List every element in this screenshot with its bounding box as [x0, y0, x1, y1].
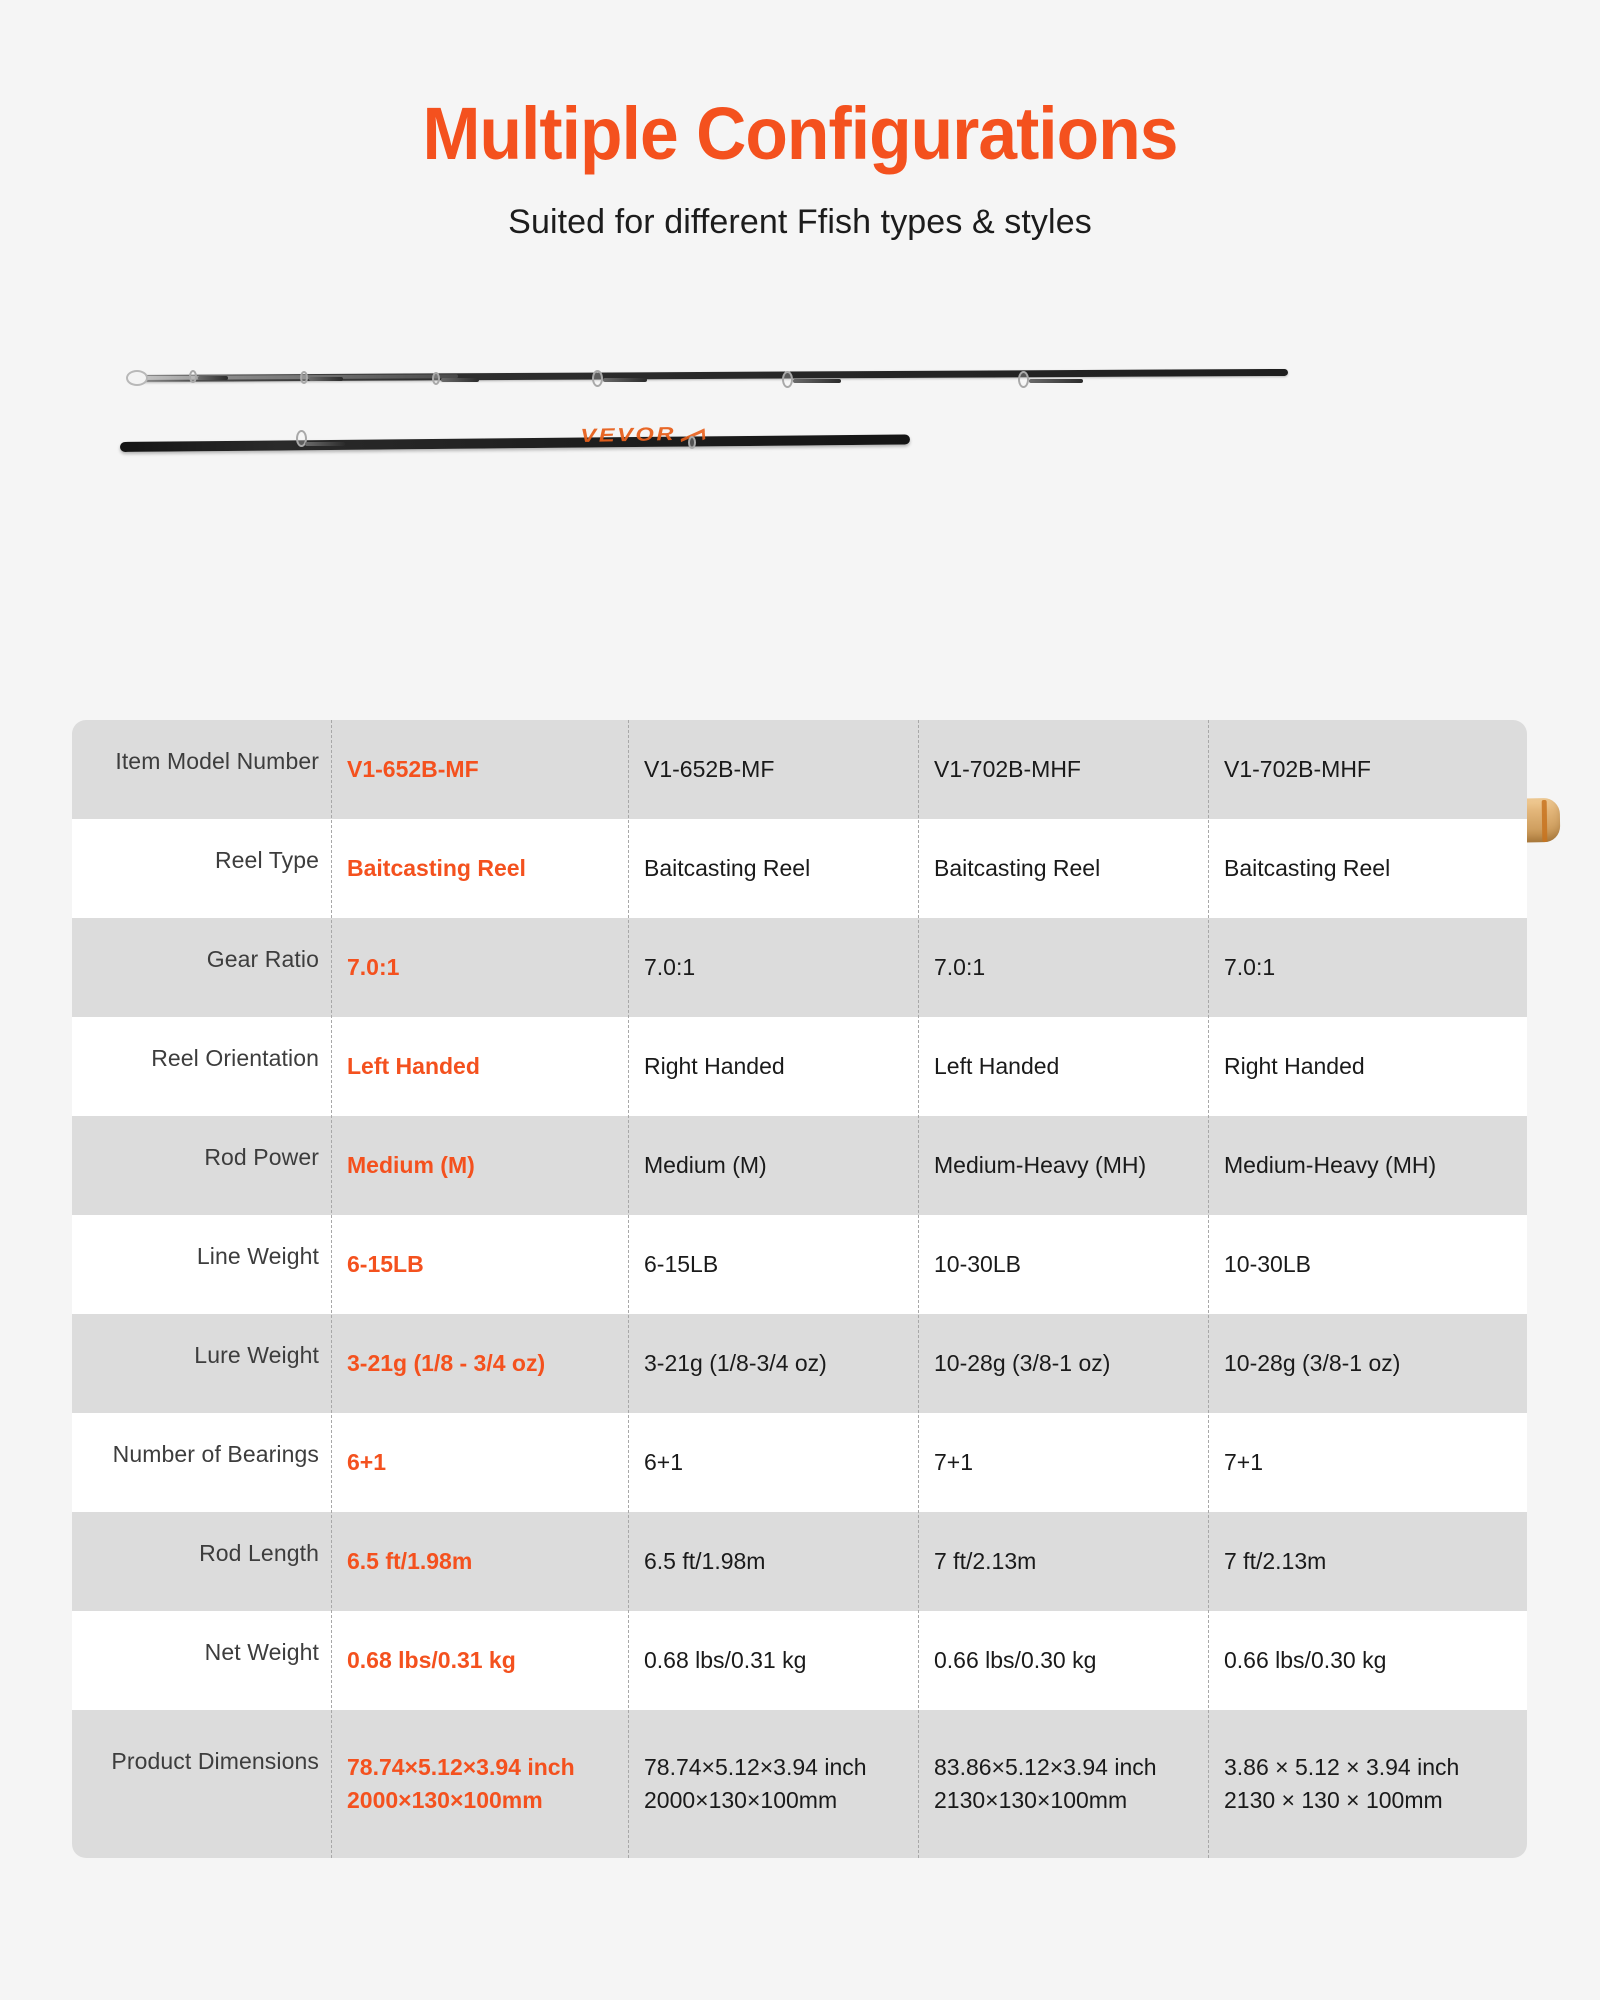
cell-value: 6+1	[644, 1448, 684, 1475]
brand-logo: VEVOR	[580, 423, 677, 447]
cell-value: 0.68 lbs/0.31 kg	[644, 1646, 807, 1673]
row-label: Gear Ratio	[206, 946, 319, 972]
cell-value-line1: 78.74×5.12×3.94 inch	[644, 1753, 867, 1780]
cell-value: 7.0:1	[347, 953, 400, 980]
cell-value: Medium-Heavy (MH)	[934, 1151, 1147, 1178]
cell-value-line2: 2130×130×100mm	[934, 1787, 1128, 1813]
table-row	[72, 918, 1527, 1017]
table-row	[72, 1116, 1527, 1215]
cell-value	[628, 1751, 918, 1818]
cell-value: Right Handed	[644, 1052, 785, 1079]
cell-value: Right Handed	[1224, 1052, 1365, 1079]
cell-value	[331, 1751, 628, 1818]
row-label: Rod Power	[204, 1144, 319, 1170]
row-label: Line Weight	[196, 1243, 319, 1269]
row-label: Reel Type	[214, 847, 319, 873]
line-guide-icon	[782, 371, 793, 388]
row-label: Number of Bearings	[112, 1441, 319, 1467]
line-guide-icon	[189, 370, 197, 383]
table-row	[72, 819, 1527, 918]
cell-value: 6-15LB	[347, 1250, 424, 1277]
cell-value: Medium (M)	[347, 1151, 475, 1178]
table-row	[72, 1314, 1527, 1413]
cell-value: 6+1	[347, 1448, 387, 1475]
cell-value: 10-30LB	[934, 1250, 1021, 1277]
cell-value: 0.66 lbs/0.30 kg	[934, 1646, 1097, 1673]
cell-value-line1: 78.74×5.12×3.94 inch	[347, 1753, 575, 1780]
cell-value: Left Handed	[347, 1052, 480, 1079]
cell-value: 3-21g (1/8 - 3/4 oz)	[347, 1349, 546, 1376]
line-guide-foot	[198, 376, 228, 380]
cell-value	[1208, 1751, 1527, 1818]
cell-value: 7+1	[934, 1448, 974, 1475]
row-label: Rod Length	[199, 1540, 319, 1566]
cell-value: 7+1	[1224, 1448, 1264, 1475]
cell-value-line2: 2000×130×100mm	[644, 1787, 838, 1813]
line-guide-icon	[432, 372, 440, 385]
cell-value: 10-30LB	[1224, 1250, 1311, 1277]
line-guide-icon	[592, 370, 603, 387]
cell-value-line1: 3.86 × 5.12 × 3.94 inch	[1224, 1753, 1460, 1780]
cell-value: 6.5 ft/1.98m	[644, 1547, 766, 1574]
row-label: Lure Weight	[194, 1342, 319, 1368]
line-guide-foot	[603, 378, 647, 382]
row-label: Product Dimensions	[111, 1748, 319, 1774]
cell-value: 0.66 lbs/0.30 kg	[1224, 1646, 1387, 1673]
cell-value: Medium (M)	[644, 1151, 767, 1178]
table-row	[72, 1017, 1527, 1116]
cell-value: Baitcasting Reel	[1224, 854, 1391, 881]
cell-value-line1: 83.86×5.12×3.94 inch	[934, 1753, 1157, 1780]
cell-value: 7.0:1	[934, 953, 986, 980]
cell-value: 10-28g (3/8-1 oz)	[934, 1349, 1111, 1376]
line-guide-foot	[793, 379, 841, 383]
page-header	[0, 0, 1600, 242]
table-row	[72, 720, 1527, 819]
cell-value: Baitcasting Reel	[347, 854, 526, 881]
grip-trim-ring	[1542, 800, 1548, 842]
specifications-table	[72, 720, 1527, 1858]
line-guide-icon	[1018, 371, 1029, 388]
table-row	[72, 1215, 1527, 1314]
cell-value-line2: 2130 × 130 × 100mm	[1224, 1787, 1443, 1813]
page-subtitle: Suited for different Ffish types & styles	[508, 202, 1092, 241]
cell-value: Medium-Heavy (MH)	[1224, 1151, 1437, 1178]
cell-value: 10-28g (3/8-1 oz)	[1224, 1349, 1401, 1376]
table-row	[72, 1512, 1527, 1611]
cell-value: V1-702B-MHF	[1224, 755, 1371, 782]
cell-value: 0.68 lbs/0.31 kg	[347, 1646, 516, 1673]
cell-value: V1-702B-MHF	[934, 755, 1081, 782]
cell-value: V1-652B-MF	[644, 755, 775, 782]
line-guide-foot	[441, 378, 479, 382]
line-guide-foot	[309, 377, 343, 381]
page-title: Multiple Configurations	[422, 92, 1178, 175]
cell-value: 6-15LB	[644, 1250, 719, 1277]
cell-value: 7 ft/2.13m	[1224, 1547, 1327, 1574]
line-guide-icon	[300, 371, 308, 384]
product-image	[0, 294, 1600, 534]
line-guide-icon	[688, 436, 696, 449]
row-label: Net Weight	[204, 1639, 319, 1665]
line-guide-foot	[1029, 379, 1083, 383]
cell-value: V1-652B-MF	[347, 755, 479, 782]
row-label: Item Model Number	[115, 748, 319, 774]
cell-value: 3-21g (1/8-3/4 oz)	[644, 1349, 827, 1376]
cell-value: Baitcasting Reel	[934, 854, 1101, 881]
row-label: Reel Orientation	[151, 1045, 319, 1071]
cell-value	[918, 1751, 1208, 1818]
cell-value: Left Handed	[934, 1052, 1060, 1079]
cell-value-line2: 2000×130×100mm	[347, 1787, 543, 1813]
cell-value: 7.0:1	[644, 953, 696, 980]
rod-tip-top-guide-icon	[126, 370, 148, 386]
cell-value: 6.5 ft/1.98m	[347, 1547, 473, 1574]
rod-butt-blank	[120, 434, 910, 452]
cell-value: 7.0:1	[1224, 953, 1276, 980]
table-row	[72, 1611, 1527, 1710]
table-row	[72, 1413, 1527, 1512]
table-row	[72, 1710, 1527, 1858]
cell-value: Baitcasting Reel	[644, 854, 811, 881]
cell-value: 7 ft/2.13m	[934, 1547, 1037, 1574]
line-guide-foot	[305, 442, 345, 446]
